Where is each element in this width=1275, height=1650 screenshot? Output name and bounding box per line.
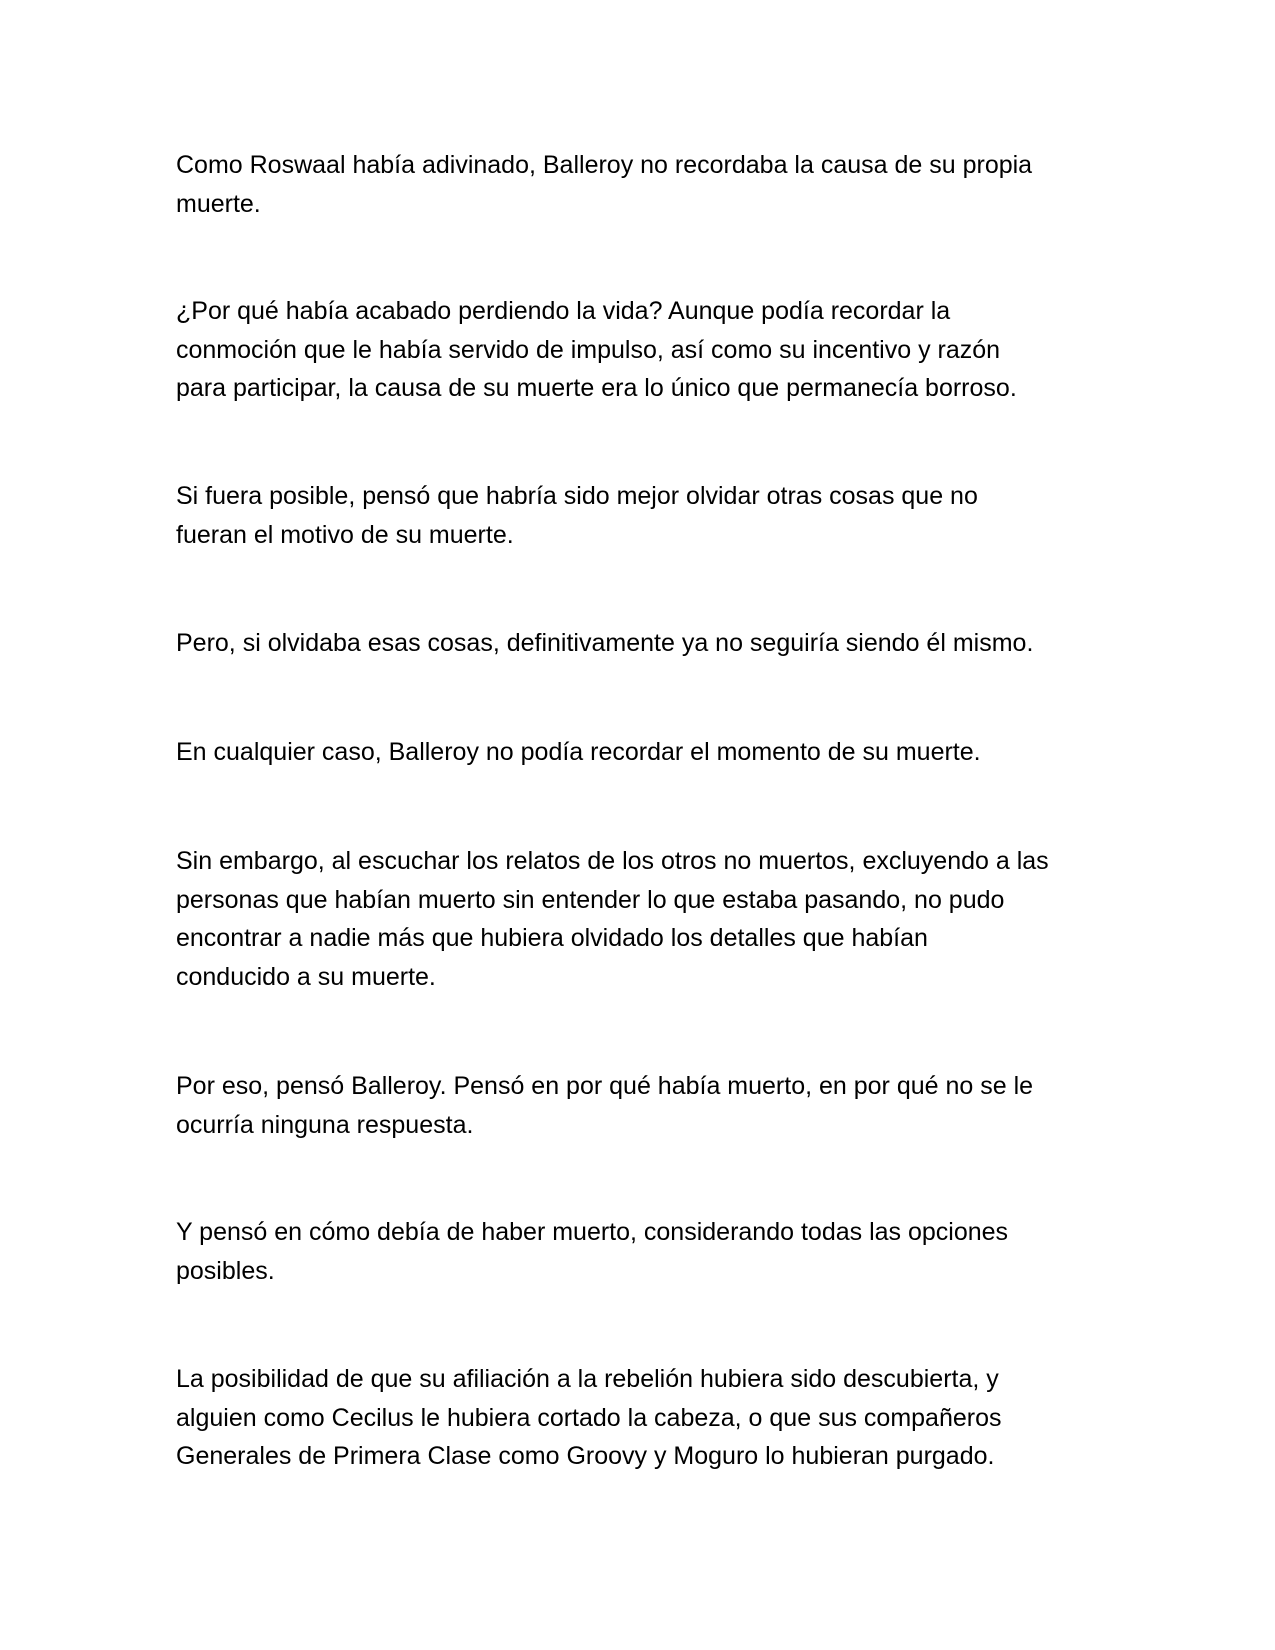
text-line: para participar, la causa de su muerte era lo único que permanecía borroso.: [176, 374, 1017, 402]
text-line: personas que habían muerto sin entender lo que estaba pasando, no pudo: [176, 885, 1005, 914]
paragraph-3: [176, 477, 1106, 554]
text-line: ¿Por qué había acabado perdiendo la vida? Aunque podía recordar la: [176, 297, 951, 325]
text-line: Sin embargo, al escuchar los relatos de los otros no muertos, excluyendo a las: [176, 847, 1049, 875]
text-line: Generales de Primera Clase como Groovy y Moguro lo hubieran purgado.: [176, 1442, 995, 1470]
paragraph-6: [176, 842, 1106, 996]
text-line: La posibilidad de que su afiliación a la rebelión hubiera sido descubierta, y: [176, 1365, 999, 1393]
text-line: alguien como Cecilus le hubiera cortado la cabeza, o que sus compañeros: [176, 1403, 1002, 1432]
text-line: muerte.: [176, 189, 261, 218]
text-line: ocurría ninguna respuesta.: [176, 1110, 474, 1139]
paragraph-2: [176, 292, 1106, 408]
text-line: conmoción que le había servido de impulso, así como su incentivo y razón: [176, 335, 1001, 364]
text-line: Si fuera posible, pensó que habría sido mejor olvidar otras cosas que no: [176, 482, 978, 510]
text-line: Y pensó en cómo debía de haber muerto, considerando todas las opciones: [176, 1218, 1009, 1246]
text-line: Pero, si olvidaba esas cosas, definitivamente ya no seguiría siendo él mismo.: [176, 629, 1034, 657]
text-line: encontrar a nadie más que hubiera olvidado los detalles que habían: [176, 924, 928, 952]
paragraph-7: [176, 1067, 1106, 1144]
text-line: posibles.: [176, 1256, 275, 1285]
paragraph-1: [176, 146, 1106, 223]
text-line: Como Roswaal había adivinado, Balleroy no recordaba la causa de su propia: [176, 151, 1033, 179]
text-line: En cualquier caso, Balleroy no podía recordar el momento de su muerte.: [176, 738, 981, 766]
text-line: fueran el motivo de su muerte.: [176, 520, 514, 549]
paragraph-4: [176, 624, 1106, 663]
text-line: conducido a su muerte.: [176, 962, 436, 991]
paragraph-9: [176, 1360, 1106, 1476]
paragraph-5: [176, 733, 1106, 772]
paragraph-8: [176, 1213, 1106, 1290]
text-line: Por eso, pensó Balleroy. Pensó en por qué había muerto, en por qué no se le: [176, 1072, 1034, 1100]
